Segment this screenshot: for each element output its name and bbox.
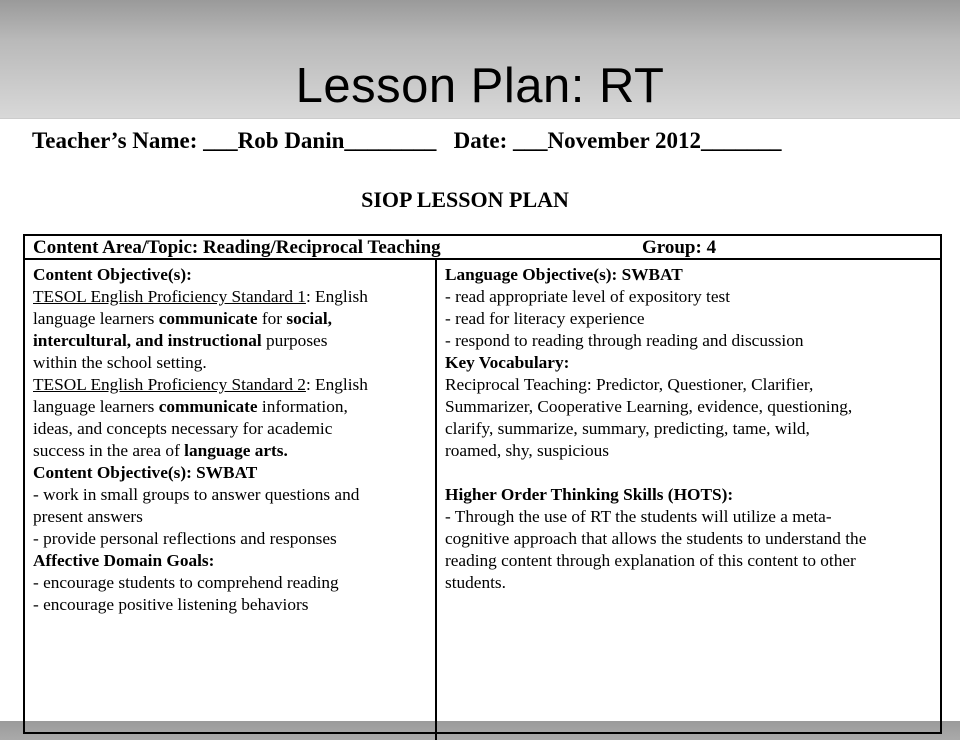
key-vocabulary-heading: Key Vocabulary: (445, 353, 570, 372)
column-divider (435, 260, 437, 740)
standard2-line: ideas, and concepts necessary for academic (33, 419, 333, 438)
affective-heading: Affective Domain Goals: (33, 551, 215, 570)
standard2-line: language learners communicate information, (33, 397, 348, 416)
group-label: Group: 4 (642, 237, 717, 258)
vocab-line: Reciprocal Teaching: Predictor, Questioner, Clarifier, (445, 375, 814, 394)
standard2-line: TESOL English Proficiency Standard 2: English (33, 375, 368, 394)
language-item: - read appropriate level of expository test (445, 287, 731, 306)
affective-item: - encourage positive listening behaviors (33, 595, 309, 614)
swbat-item: - work in small groups to answer questions and (33, 485, 360, 504)
left-column (33, 264, 428, 616)
content-area-topic: Content Area/Topic: Reading/Reciprocal Teaching (33, 237, 441, 258)
slide-title: Lesson Plan: RT (295, 59, 665, 113)
swbat-heading: Content Objective(s): SWBAT (33, 463, 258, 482)
standard1-line: intercultural, and instructional purposes (33, 331, 328, 350)
standard1-line: TESOL English Proficiency Standard 1: English (33, 287, 368, 306)
swbat-item: - provide personal reflections and responses (33, 529, 337, 548)
lesson-plan-table (23, 234, 942, 734)
language-objectives-heading: Language Objective(s): SWBAT (445, 265, 683, 284)
hots-heading: Higher Order Thinking Skills (HOTS): (445, 485, 734, 504)
teacher-date-line: Teacher’s Name: ___Rob Danin________ Date: ___November 2012_______ (32, 128, 782, 153)
hots-line: - Through the use of RT the students will utilize a meta- (445, 507, 832, 526)
vocab-line: roamed, shy, suspicious (445, 441, 609, 460)
right-column (445, 264, 940, 594)
vocab-line: Summarizer, Cooperative Learning, evidence, questioning, (445, 397, 853, 416)
hots-line: students. (445, 573, 506, 592)
spacer (445, 462, 940, 484)
language-item: - read for literacy experience (445, 309, 645, 328)
plan-title: SIOP LESSON PLAN (361, 187, 569, 212)
standard2-line: success in the area of language arts. (33, 441, 288, 460)
hots-line: cognitive approach that allows the students to understand the (445, 529, 867, 548)
affective-item: - encourage students to comprehend reading (33, 573, 339, 592)
hots-line: reading content through explanation of this content to other (445, 551, 856, 570)
lesson-plan-document (0, 118, 960, 721)
swbat-item: present answers (33, 507, 143, 526)
language-item: - respond to reading through reading and discussion (445, 331, 804, 350)
content-objectives-heading: Content Objective(s): (33, 265, 192, 284)
topic-row (25, 236, 940, 260)
vocab-line: clarify, summarize, summary, predicting, tame, wild, (445, 419, 810, 438)
standard1-line: within the school setting. (33, 353, 207, 372)
standard1-line: language learners communicate for social, (33, 309, 332, 328)
